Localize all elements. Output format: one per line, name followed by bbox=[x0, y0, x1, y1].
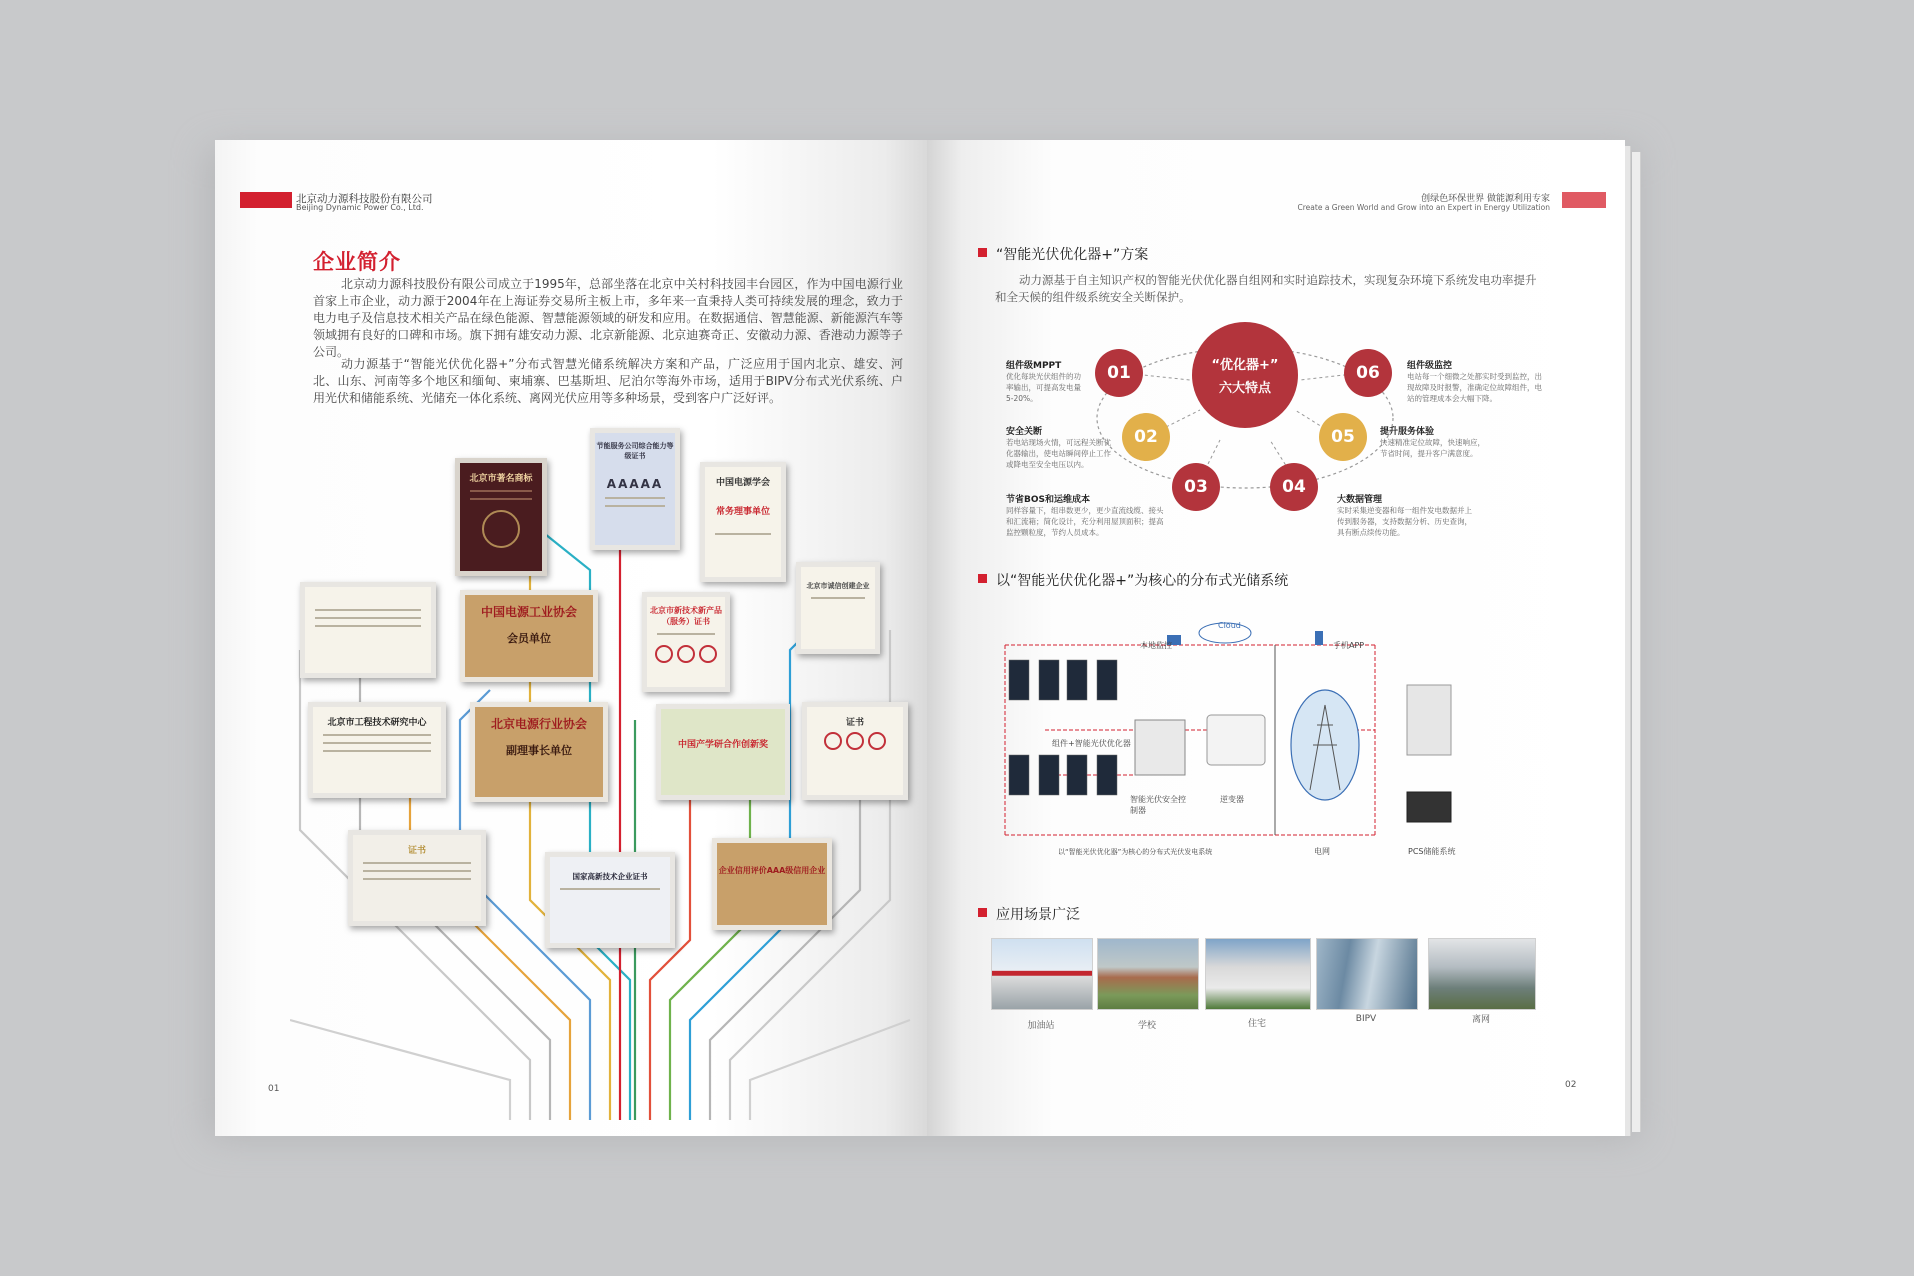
slogan-cn: 创绿色环保世界 做能源利用专家 bbox=[1421, 194, 1550, 204]
feature-number-badge: 02 bbox=[1122, 413, 1170, 461]
company-name-en: Beijing Dynamic Power Co., Ltd. bbox=[296, 203, 424, 212]
feature-number-badge: 03 bbox=[1172, 463, 1220, 511]
diagram-label: 逆变器 bbox=[1220, 795, 1244, 804]
certificate-title: 北京市新技术新产品（服务）证书 bbox=[650, 606, 722, 626]
feature-number-badge: 01 bbox=[1095, 349, 1143, 397]
header-accent-bar bbox=[240, 192, 292, 208]
diagram-label: 组件+智能光伏优化器 bbox=[1052, 739, 1131, 748]
certificate bbox=[802, 702, 908, 800]
section-marker bbox=[978, 574, 987, 583]
certificate-title: 北京电源行业协会 bbox=[490, 717, 587, 731]
certificate bbox=[590, 428, 680, 550]
feature-desc: 优化每块光伏组件的功率输出，可提高发电量 5-20%。 bbox=[1006, 372, 1081, 403]
certificate-subtitle: 常务理事单位 bbox=[715, 507, 770, 517]
scene-label: 加油站 bbox=[1027, 1021, 1055, 1031]
section-title: 以“智能光伏优化器+”为核心的分布式光储系统 bbox=[996, 573, 1289, 589]
company-name-cn: 北京动力源科技股份有限公司 bbox=[296, 193, 433, 205]
scene-bipv bbox=[1316, 938, 1418, 1010]
certificate-title: 北京市工程技术研究中心 bbox=[327, 718, 427, 728]
feature-desc: 实时采集逆变器和每一组件发电数据并上传到服务器，支持数据分析、历史查询，具有断点续传功能。 bbox=[1337, 506, 1472, 537]
feature-item bbox=[1337, 492, 1477, 538]
certificate-title: 证书 bbox=[407, 846, 426, 856]
feature-number-badge: 06 bbox=[1344, 349, 1392, 397]
section-marker bbox=[978, 248, 987, 257]
intro-paragraph: 动力源基于“智能光伏优化器+”分布式智慧光储系统解决方案和产品，广泛应用于国内北京、雄安、河北、山东、河南等多个地区和缅甸、柬埔寨、巴基斯坦、尼泊尔等海外市场，适用于BIPV分布式光伏系统、户用光伏和储能系统、光储充一体化系统、离网光伏应用等多种场景，受到客户广泛好评。 bbox=[313, 357, 903, 405]
battery-icon bbox=[1407, 792, 1451, 822]
feature-item bbox=[1407, 358, 1547, 404]
diagram-label: 电网 bbox=[1314, 847, 1330, 856]
certificate-title: 节能服务公司综合能力等级证书 bbox=[596, 442, 674, 460]
feature-title: 组件级监控 bbox=[1407, 361, 1453, 371]
inverter-icon bbox=[1207, 715, 1265, 765]
certificate-grade: AAAAA bbox=[606, 477, 664, 491]
certificate bbox=[470, 702, 608, 802]
emblem-icon bbox=[482, 510, 520, 548]
feature-item bbox=[1006, 492, 1166, 538]
diagram-caption: 以“智能光伏优化器”为核心的分布式光伏发电系统 bbox=[1058, 848, 1213, 856]
feature-title: 安全关断 bbox=[1006, 427, 1043, 437]
section-title: 应用场景广泛 bbox=[996, 907, 1080, 923]
scene-residence bbox=[1205, 938, 1311, 1010]
center-subtitle: 六大特点 bbox=[1218, 381, 1271, 396]
certificate bbox=[712, 838, 832, 930]
center-title: “优化器+” bbox=[1211, 358, 1279, 373]
scene-label: BIPV bbox=[1355, 1014, 1377, 1024]
section-text: 动力源基于自主知识产权的智能光伏优化器自组网和实时追踪技术，实现复杂环境下系统发电功率提升和全天候的组件级系统安全关断保护。 bbox=[995, 273, 1537, 304]
feature-title: 大数据管理 bbox=[1337, 495, 1383, 505]
feature-item bbox=[1006, 358, 1088, 404]
certificate bbox=[348, 830, 486, 926]
certificate bbox=[656, 704, 790, 800]
feature-title: 组件级MPPT bbox=[1006, 361, 1062, 371]
section-marker bbox=[978, 908, 987, 917]
certificate-title: 北京市诚信创建企业 bbox=[806, 582, 870, 590]
diagram-label: PCS储能系统 bbox=[1408, 847, 1456, 856]
slogan-en: Create a Green World and Grow into an Expert in Energy Utilization bbox=[1297, 203, 1550, 212]
certificate bbox=[545, 852, 675, 948]
feature-title: 提升服务体验 bbox=[1380, 427, 1435, 437]
certificate-title: 企业信用评价AAA级信用企业 bbox=[718, 866, 826, 875]
diagram-label: Cloud bbox=[1218, 621, 1241, 630]
certificate bbox=[455, 458, 547, 576]
certificate-title: 中国电源工业协会 bbox=[480, 605, 577, 619]
feature-item bbox=[1380, 424, 1490, 459]
feature-desc: 同样容量下，组串数更少，更少直流线缆、接头和汇流箱；简化设计，充分利用屋顶面积；提高监控颗粒度，节约人员成本。 bbox=[1006, 506, 1164, 537]
scene-label: 学校 bbox=[1137, 1021, 1156, 1031]
certificate-subtitle: 副理事长单位 bbox=[506, 744, 572, 757]
feature-item bbox=[1006, 424, 1114, 470]
feature-desc: 电站每一个细微之处都实时受到监控，出现故障及时报警，准确定位故障组件，电站的管理成本会大幅下降。 bbox=[1407, 372, 1542, 403]
certificate-title: 证书 bbox=[845, 718, 864, 728]
feature-desc: 若电站现场火情，可远程关断优化器输出，使电站瞬间停止工作或降电至安全电压以内。 bbox=[1006, 438, 1111, 469]
system-diagram bbox=[995, 615, 1475, 855]
pcs-cabinet-icon bbox=[1407, 685, 1451, 755]
section-title: “智能光伏优化器+”方案 bbox=[996, 247, 1149, 263]
feature-number-badge: 05 bbox=[1319, 413, 1367, 461]
page-number: 02 bbox=[1565, 1080, 1577, 1090]
controller-icon bbox=[1135, 720, 1185, 775]
certificate bbox=[642, 592, 730, 692]
certificate-subtitle: 会员单位 bbox=[507, 632, 551, 645]
page-edge bbox=[1632, 152, 1641, 1132]
header-accent-bar bbox=[1562, 192, 1606, 208]
scene-off-grid bbox=[1428, 938, 1536, 1010]
diagram-label: 智能光伏安全控制器 bbox=[1130, 795, 1186, 815]
certificate-title: 北京市著名商标 bbox=[469, 474, 533, 484]
center-badge bbox=[1192, 322, 1298, 428]
feature-number-badge: 04 bbox=[1270, 463, 1318, 511]
diagram-label: 本地监控 bbox=[1140, 641, 1172, 650]
diagram-label: 手机APP bbox=[1333, 641, 1365, 650]
scene-label: 离网 bbox=[1471, 1015, 1490, 1025]
page-number: 01 bbox=[268, 1084, 280, 1094]
certificate bbox=[460, 590, 598, 682]
certificate-title: 中国电源学会 bbox=[715, 478, 770, 488]
phone-icon bbox=[1315, 631, 1323, 645]
certificate bbox=[700, 462, 786, 582]
certificate-title: 中国产学研合作创新奖 bbox=[677, 740, 768, 750]
page-title: 企业简介 bbox=[313, 250, 401, 274]
certificate bbox=[796, 562, 880, 654]
feature-title: 节省BOS和运维成本 bbox=[1006, 495, 1090, 505]
scene-school bbox=[1097, 938, 1199, 1010]
scene-label: 住宅 bbox=[1247, 1019, 1266, 1029]
certificate bbox=[308, 702, 446, 798]
certificate bbox=[300, 582, 436, 678]
scene-gas-station bbox=[991, 938, 1093, 1010]
feature-desc: 快速精准定位故障，快速响应，节省时间，提升客户满意度。 bbox=[1380, 438, 1485, 458]
intro-paragraph: 北京动力源科技股份有限公司成立于1995年，总部坐落在北京中关村科技园丰台园区，作为中国电源行业首家上市企业，动力源于2004年在上海证券交易所主板上市，多年来一直秉持人类可持续发展的理念，致力于电力电子及信息技术相关产品在绿色能源、智慧能源领域的研发和应用。在数据通信、智慧能源、新能源汽车等领域拥有良好的口碑和市场。旗下拥有雄安动力源、北京新能源、北京迪赛奇正、安徽动力源、香港动力源等子公司。 bbox=[313, 277, 903, 359]
certificate-title: 国家高新技术企业证书 bbox=[572, 872, 648, 881]
